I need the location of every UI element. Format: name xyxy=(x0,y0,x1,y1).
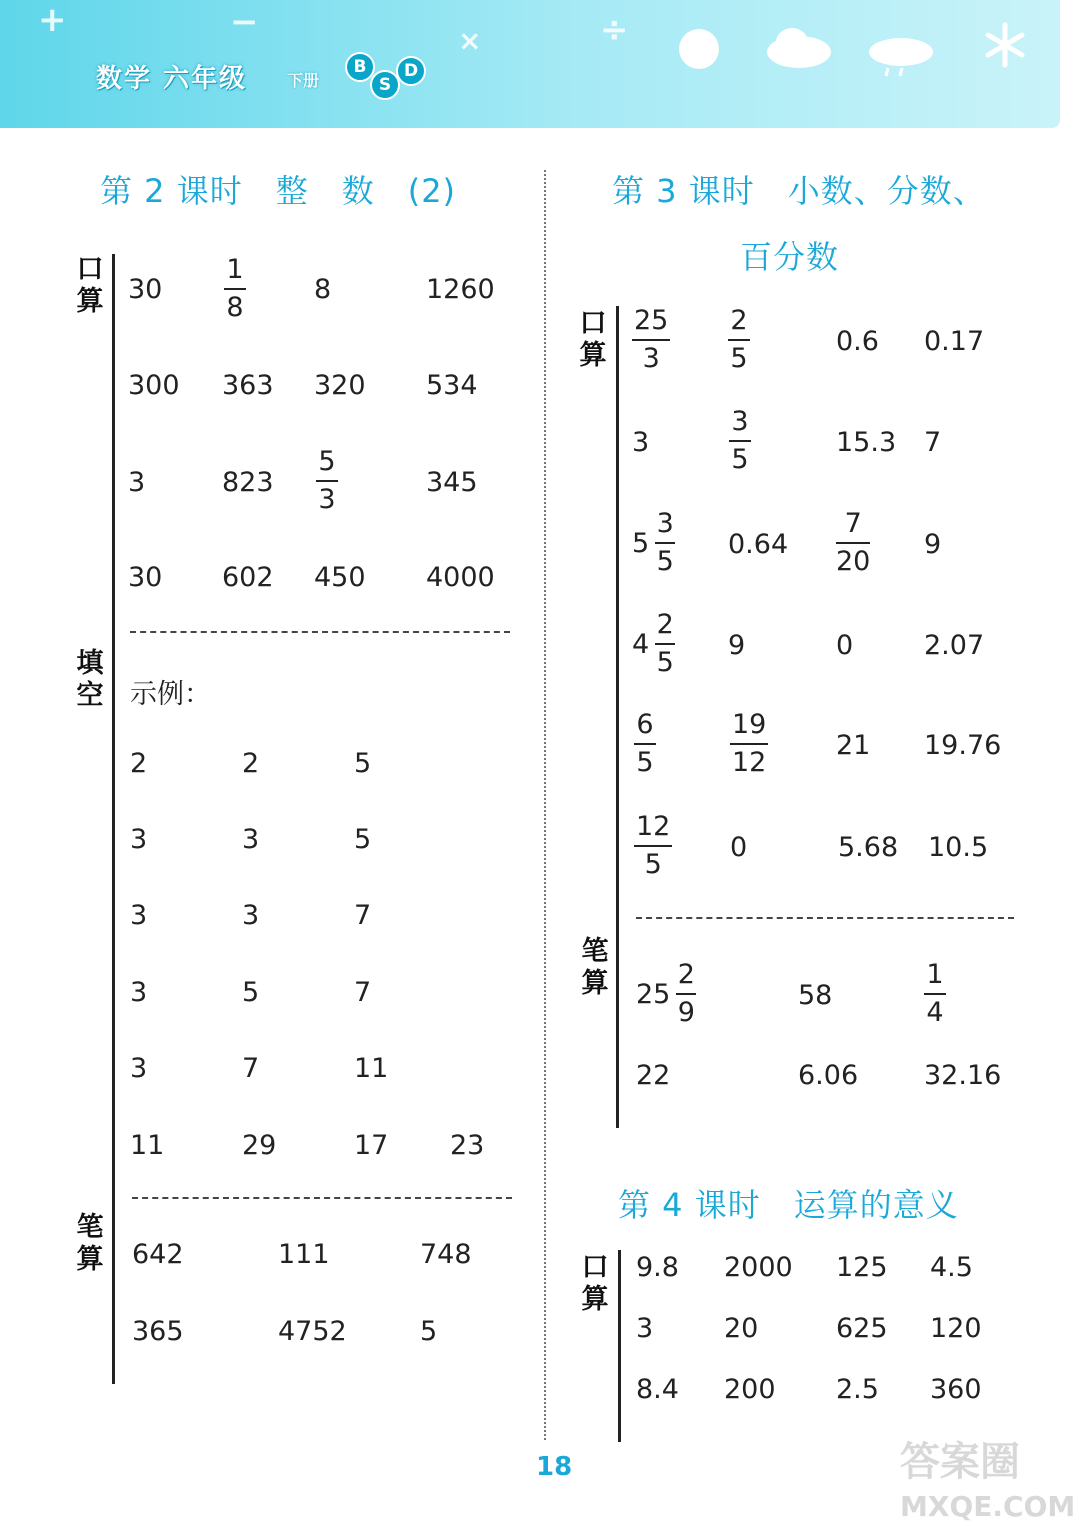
answer: 9 xyxy=(924,529,942,560)
answer: 58 xyxy=(798,980,833,1011)
answer: 5 xyxy=(420,1316,438,1347)
rain-cloud-icon xyxy=(866,30,936,80)
written-calc-label: 笔 算 xyxy=(76,1212,104,1275)
answer-mixed-number: 5 3 5 xyxy=(632,508,674,577)
answer: 4000 xyxy=(426,562,495,593)
answer: 11 xyxy=(354,1053,389,1084)
lesson-3-title: 第 3 课时 小数、分数、 xyxy=(612,172,986,210)
answer-fraction: 1 8 xyxy=(224,255,246,323)
answer: 20 xyxy=(724,1313,759,1344)
lesson-2-title: 第 2 课时 整 数 (2) xyxy=(100,172,457,210)
badge-letter-s: S xyxy=(370,70,400,100)
watermark-logo: 答案圈 xyxy=(900,1439,1020,1485)
page-number: 18 xyxy=(536,1452,573,1482)
answer: 7 xyxy=(354,900,372,931)
book-volume: 下册 xyxy=(287,71,320,90)
answer: 3 xyxy=(130,900,148,931)
example-label: 示例： xyxy=(130,679,211,710)
answer-fraction: 3 5 xyxy=(729,407,751,475)
answer: 9 xyxy=(728,630,746,661)
answer: 2.5 xyxy=(836,1374,879,1405)
answer-mixed-number: 4 2 5 xyxy=(632,609,674,678)
answer: 823 xyxy=(222,467,274,498)
answer: 300 xyxy=(128,370,180,401)
answer: 29 xyxy=(242,1130,277,1161)
answer: 3 xyxy=(636,1313,654,1344)
column-divider xyxy=(544,170,546,1440)
answer: 0 xyxy=(836,630,854,661)
answer: 625 xyxy=(836,1313,888,1344)
answer: 6.06 xyxy=(798,1060,859,1091)
badge-letter-b: B xyxy=(345,52,375,82)
answer: 8 xyxy=(314,274,332,305)
answer: 0.64 xyxy=(728,529,789,560)
answer: 8.4 xyxy=(636,1374,679,1405)
answer: 10.5 xyxy=(928,832,989,863)
watermark-url: MXQE.COM xyxy=(900,1490,1076,1523)
oral-calc-label: 口 算 xyxy=(76,254,104,317)
answer: 320 xyxy=(314,370,366,401)
answer: 125 xyxy=(836,1252,888,1283)
answer: 5 xyxy=(354,748,372,779)
lesson-4-title: 第 4 课时 运算的意义 xyxy=(618,1186,959,1224)
answer: 3 xyxy=(242,824,260,855)
answer-fraction: 1 4 xyxy=(924,960,946,1028)
answer: 5 xyxy=(242,977,260,1008)
lesson-4-bracket-line xyxy=(618,1250,621,1442)
answer: 17 xyxy=(354,1130,389,1161)
answer: 111 xyxy=(278,1239,330,1270)
answer: 32.16 xyxy=(924,1060,1002,1091)
answer: 9.8 xyxy=(636,1252,679,1283)
answer-fraction: 6 5 xyxy=(634,710,656,778)
answer: 602 xyxy=(222,562,274,593)
answer: 3 xyxy=(128,467,146,498)
answer-fraction: 12 5 xyxy=(636,811,671,880)
answer: 5 xyxy=(354,824,372,855)
answer: 3 xyxy=(130,977,148,1008)
answer: 3 xyxy=(632,427,650,458)
answer: 2.07 xyxy=(924,630,985,661)
minus-symbol-icon: − xyxy=(230,2,259,42)
badge-letter-d: D xyxy=(396,56,426,86)
written-calc-label: 笔 算 xyxy=(581,936,609,999)
oral-calc-label: 口 算 xyxy=(579,308,607,371)
answer: 19.76 xyxy=(924,730,1002,761)
answer: 7 xyxy=(354,977,372,1008)
answer: 120 xyxy=(930,1313,982,1344)
answer: 3 xyxy=(242,900,260,931)
lesson-3-bracket-line xyxy=(616,306,619,1128)
answer: 200 xyxy=(724,1374,776,1405)
answer-mixed-number: 25 2 9 xyxy=(636,959,695,1028)
answer: 2 xyxy=(130,748,148,779)
answer: 11 xyxy=(130,1130,165,1161)
answer: 7 xyxy=(242,1053,260,1084)
section-divider xyxy=(130,631,510,633)
header-banner xyxy=(0,0,1060,128)
answer: 30 xyxy=(128,562,163,593)
answer: 0.17 xyxy=(924,326,985,357)
answer-fraction: 5 3 xyxy=(316,447,338,515)
times-symbol-icon: × xyxy=(458,24,482,57)
answer: 345 xyxy=(426,467,478,498)
answer: 0 xyxy=(730,832,748,863)
section-divider xyxy=(636,917,1014,919)
answer: 5.68 xyxy=(838,832,899,863)
answer: 22 xyxy=(636,1060,671,1091)
answer-fraction: 2 5 xyxy=(728,306,750,374)
lesson-2-bracket-line xyxy=(112,254,115,1384)
fill-blank-label: 填 空 xyxy=(76,648,104,711)
answer: 450 xyxy=(314,562,366,593)
answer: 4.5 xyxy=(930,1252,973,1283)
answer: 7 xyxy=(924,427,942,458)
plus-symbol-icon: + xyxy=(38,0,67,40)
section-divider xyxy=(132,1197,512,1199)
answer: 30 xyxy=(128,274,163,305)
answer: 642 xyxy=(132,1239,184,1270)
answer-fraction: 19 12 xyxy=(732,709,767,778)
answer-fraction: 7 20 xyxy=(836,508,871,577)
answer: 360 xyxy=(930,1374,982,1405)
sun-icon xyxy=(676,26,722,72)
answer: 363 xyxy=(222,370,274,401)
oral-calc-label: 口 算 xyxy=(581,1252,609,1315)
answer: 534 xyxy=(426,370,478,401)
divide-symbol-icon: ÷ xyxy=(600,10,629,50)
cloud-icon xyxy=(764,22,834,72)
answer: 4752 xyxy=(278,1316,347,1347)
answer: 15.3 xyxy=(836,427,897,458)
answer: 1260 xyxy=(426,274,495,305)
answer: 23 xyxy=(450,1130,485,1161)
answer: 21 xyxy=(836,730,871,761)
answer-fraction: 25 3 xyxy=(634,305,669,374)
answer: 365 xyxy=(132,1316,184,1347)
answer: 748 xyxy=(420,1239,472,1270)
answer: 2000 xyxy=(724,1252,793,1283)
answer: 3 xyxy=(130,1053,148,1084)
answer: 3 xyxy=(130,824,148,855)
answer: 2 xyxy=(242,748,260,779)
lesson-3-title-cont: 百分数 xyxy=(740,238,840,276)
answer: 0.6 xyxy=(836,326,879,357)
snowflake-icon xyxy=(982,22,1028,68)
book-title: 数学 六年级 xyxy=(96,64,248,94)
